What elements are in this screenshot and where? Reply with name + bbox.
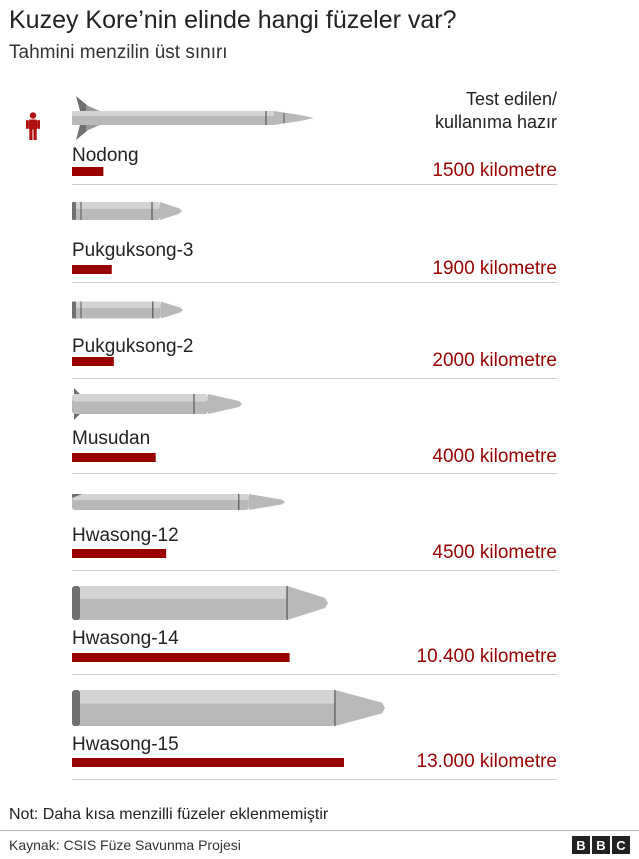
- range-bar: [72, 549, 166, 558]
- bbc-logo-letter: C: [612, 836, 630, 854]
- footnote: Not: Daha kısa menzilli füzeler eklenmemiştir: [9, 806, 329, 823]
- missile-icon: [72, 494, 285, 510]
- missile-name-label: Musudan: [72, 428, 151, 449]
- bbc-logo-letter: B: [572, 836, 590, 854]
- missile-icon: [72, 586, 328, 620]
- missile-name-label: Pukguksong-2: [72, 336, 194, 357]
- range-value-label: 10.400 kilometre: [416, 646, 557, 667]
- missile-name-label: Hwasong-15: [72, 734, 179, 755]
- missile-icon: [72, 690, 385, 726]
- range-bar: [72, 167, 103, 176]
- bbc-logo-letter: B: [592, 836, 610, 854]
- range-value-label: 2000 kilometre: [432, 350, 557, 371]
- missile-name-label: Nodong: [72, 145, 139, 166]
- range-bar: [72, 357, 114, 366]
- range-value-label: 1500 kilometre: [432, 160, 557, 181]
- missile-name-label: Pukguksong-3: [72, 240, 194, 261]
- range-value-label: 4000 kilometre: [432, 446, 557, 467]
- chart-title: Kuzey Kore’nin elinde hangi füzeler var?: [9, 6, 457, 34]
- footer-divider: [0, 830, 639, 831]
- range-value-label: 4500 kilometre: [432, 542, 557, 563]
- chart-subtitle: Tahmini menzilin üst sınırı: [9, 42, 228, 63]
- source-text: Kaynak: CSIS Füze Savunma Projesi: [9, 837, 241, 853]
- bbc-logo: [572, 836, 630, 854]
- legend-line-1: Test edilen/: [465, 89, 557, 109]
- missile-name-label: Hwasong-12: [72, 525, 179, 546]
- range-bar: [72, 265, 112, 274]
- missile-icon: [72, 302, 183, 319]
- range-bar: [72, 653, 290, 662]
- missile-icon: [72, 202, 182, 220]
- range-value-label: 13.000 kilometre: [416, 751, 557, 772]
- missile-icon: [72, 96, 314, 140]
- range-value-label: 1900 kilometre: [432, 258, 557, 279]
- missile-icon: [72, 388, 242, 420]
- range-bar: [72, 758, 344, 767]
- legend-line-2: kullanıma hazır: [434, 112, 557, 132]
- range-bar: [72, 453, 156, 462]
- missile-name-label: Hwasong-14: [72, 628, 179, 649]
